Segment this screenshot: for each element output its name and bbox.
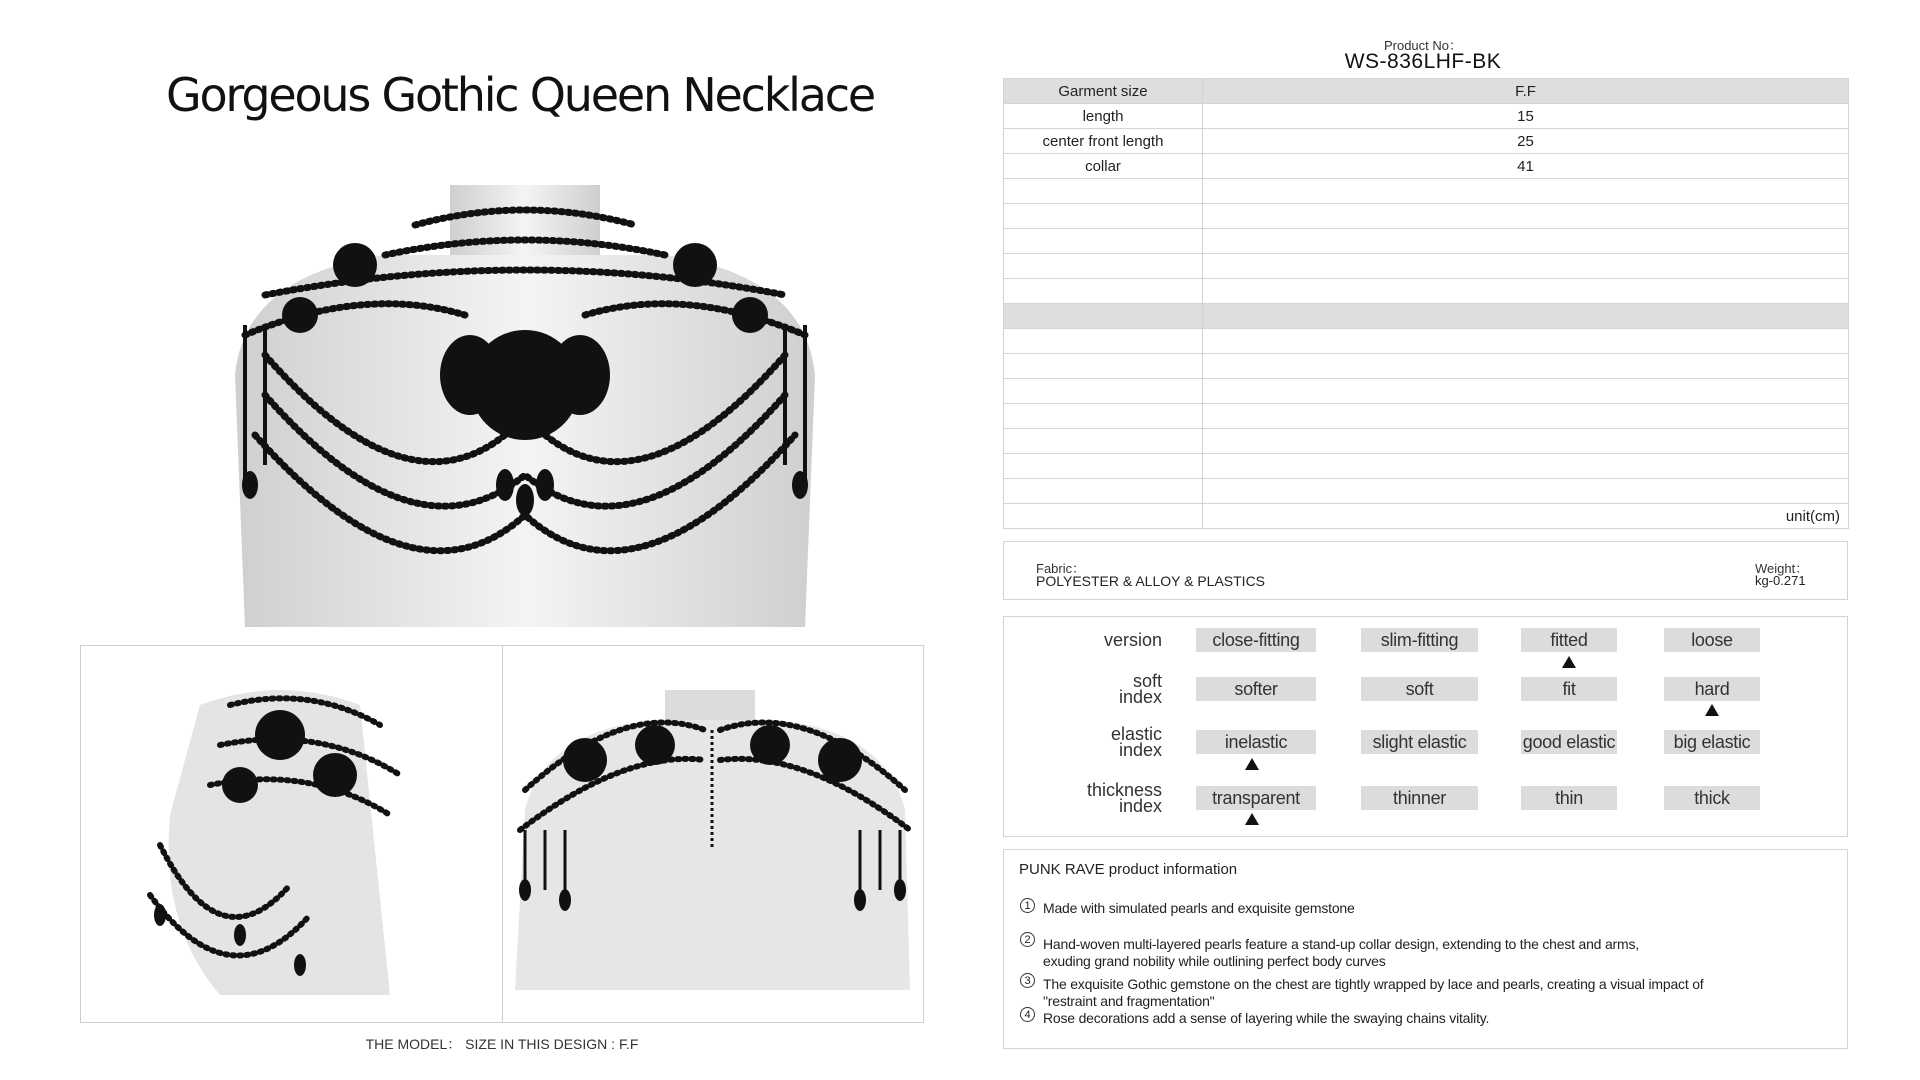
product-number: WS-836LHF-BK <box>1344 50 1502 73</box>
unit-row <box>1004 504 1849 529</box>
info-item: Rose decorations add a sense of layering while the swaying chains vitality. <box>1043 1010 1490 1026</box>
unit-label: unit(cm) <box>1203 504 1849 529</box>
option-fitted: fitted <box>1521 628 1617 652</box>
item-number-badge: 1 <box>1020 898 1035 913</box>
option-thinner: thinner <box>1361 786 1478 810</box>
empty-row <box>1004 479 1849 504</box>
version-label: version <box>1103 630 1162 650</box>
option-slim-fitting: slim-fitting <box>1361 628 1478 652</box>
option-thin: thin <box>1521 786 1617 810</box>
selected-marker-icon <box>1705 704 1719 716</box>
empty-row <box>1004 329 1849 354</box>
selected-marker-icon <box>1245 758 1259 770</box>
thickness-index-label: thickness index <box>1086 780 1162 816</box>
measure-value: 41 <box>1203 154 1849 179</box>
model-size-note: THE MODEL： SIZE IN THIS DESIGN : F.F <box>365 1036 639 1052</box>
info-item: Made with simulated pearls and exquisite gemstone <box>1043 900 1355 916</box>
table-row <box>1004 154 1849 179</box>
option-transparent: transparent <box>1196 786 1316 810</box>
elastic-index-label: elastic index <box>1110 724 1162 760</box>
info-item: The exquisite Gothic gemstone on the chest are tightly wrapped by lace and pearls, creating a visual impact of "restraint and fragmentation" <box>1043 976 1704 1009</box>
option-thick: thick <box>1664 786 1760 810</box>
table-row <box>1004 104 1849 129</box>
size-table-header <box>1004 79 1849 104</box>
empty-row <box>1004 429 1849 454</box>
empty-row <box>1004 404 1849 429</box>
soft-index-label: soft index <box>1118 671 1162 707</box>
selected-marker-icon <box>1245 813 1259 825</box>
fabric-value: POLYESTER & ALLOY & PLASTICS <box>1036 573 1266 589</box>
header-size-ff: F.F <box>1203 79 1849 104</box>
fabric-box <box>1003 541 1848 600</box>
fabric-label: Fabric： <box>1036 561 1086 576</box>
option-fit: fit <box>1521 677 1617 701</box>
item-number-badge: 4 <box>1020 1007 1035 1022</box>
option-good-elastic: good elastic <box>1522 732 1616 752</box>
measure-label: center front length <box>1004 129 1203 154</box>
measure-value: 25 <box>1203 129 1849 154</box>
empty-row <box>1004 304 1849 329</box>
photo-divider <box>502 645 503 1023</box>
header-garment-size: Garment size <box>1004 79 1203 104</box>
empty-row <box>1004 354 1849 379</box>
option-big-elastic: big elastic <box>1664 730 1760 754</box>
empty-row <box>1004 179 1849 204</box>
empty-row <box>1004 229 1849 254</box>
info-item: Hand-woven multi-layered pearls feature a stand-up collar design, extending to the chest and arms, exuding grand nobility while outlining perfect body curves <box>1043 936 1639 969</box>
empty-row <box>1004 204 1849 229</box>
product-info-title: PUNK RAVE product information <box>1019 861 1238 878</box>
option-softer: softer <box>1196 677 1316 701</box>
option-slight-elastic: slight elastic <box>1361 730 1478 754</box>
weight-label: Weight： <box>1755 561 1809 576</box>
necklace-front-photo <box>205 185 845 627</box>
measure-label: collar <box>1004 154 1203 179</box>
option-close-fitting: close-fitting <box>1196 628 1316 652</box>
size-table <box>1003 78 1849 529</box>
item-number-badge: 2 <box>1020 932 1035 947</box>
measure-value: 15 <box>1203 104 1849 129</box>
measure-label: length <box>1004 104 1203 129</box>
product-number-label: Product No： <box>1383 38 1463 53</box>
necklace-side-photo <box>130 665 430 995</box>
empty-row <box>1004 279 1849 304</box>
option-loose: loose <box>1664 628 1760 652</box>
product-title: Gorgeous Gothic Queen Necklace <box>166 68 874 122</box>
selected-marker-icon <box>1562 656 1576 668</box>
option-soft: soft <box>1361 677 1478 701</box>
empty-row <box>1004 379 1849 404</box>
item-number-badge: 3 <box>1020 973 1035 988</box>
necklace-back-photo <box>505 690 920 990</box>
empty-row <box>1004 254 1849 279</box>
option-inelastic: inelastic <box>1196 730 1316 754</box>
weight-value: kg-0.271 <box>1755 573 1806 588</box>
table-row <box>1004 129 1849 154</box>
empty-row <box>1004 454 1849 479</box>
option-hard: hard <box>1664 677 1760 701</box>
